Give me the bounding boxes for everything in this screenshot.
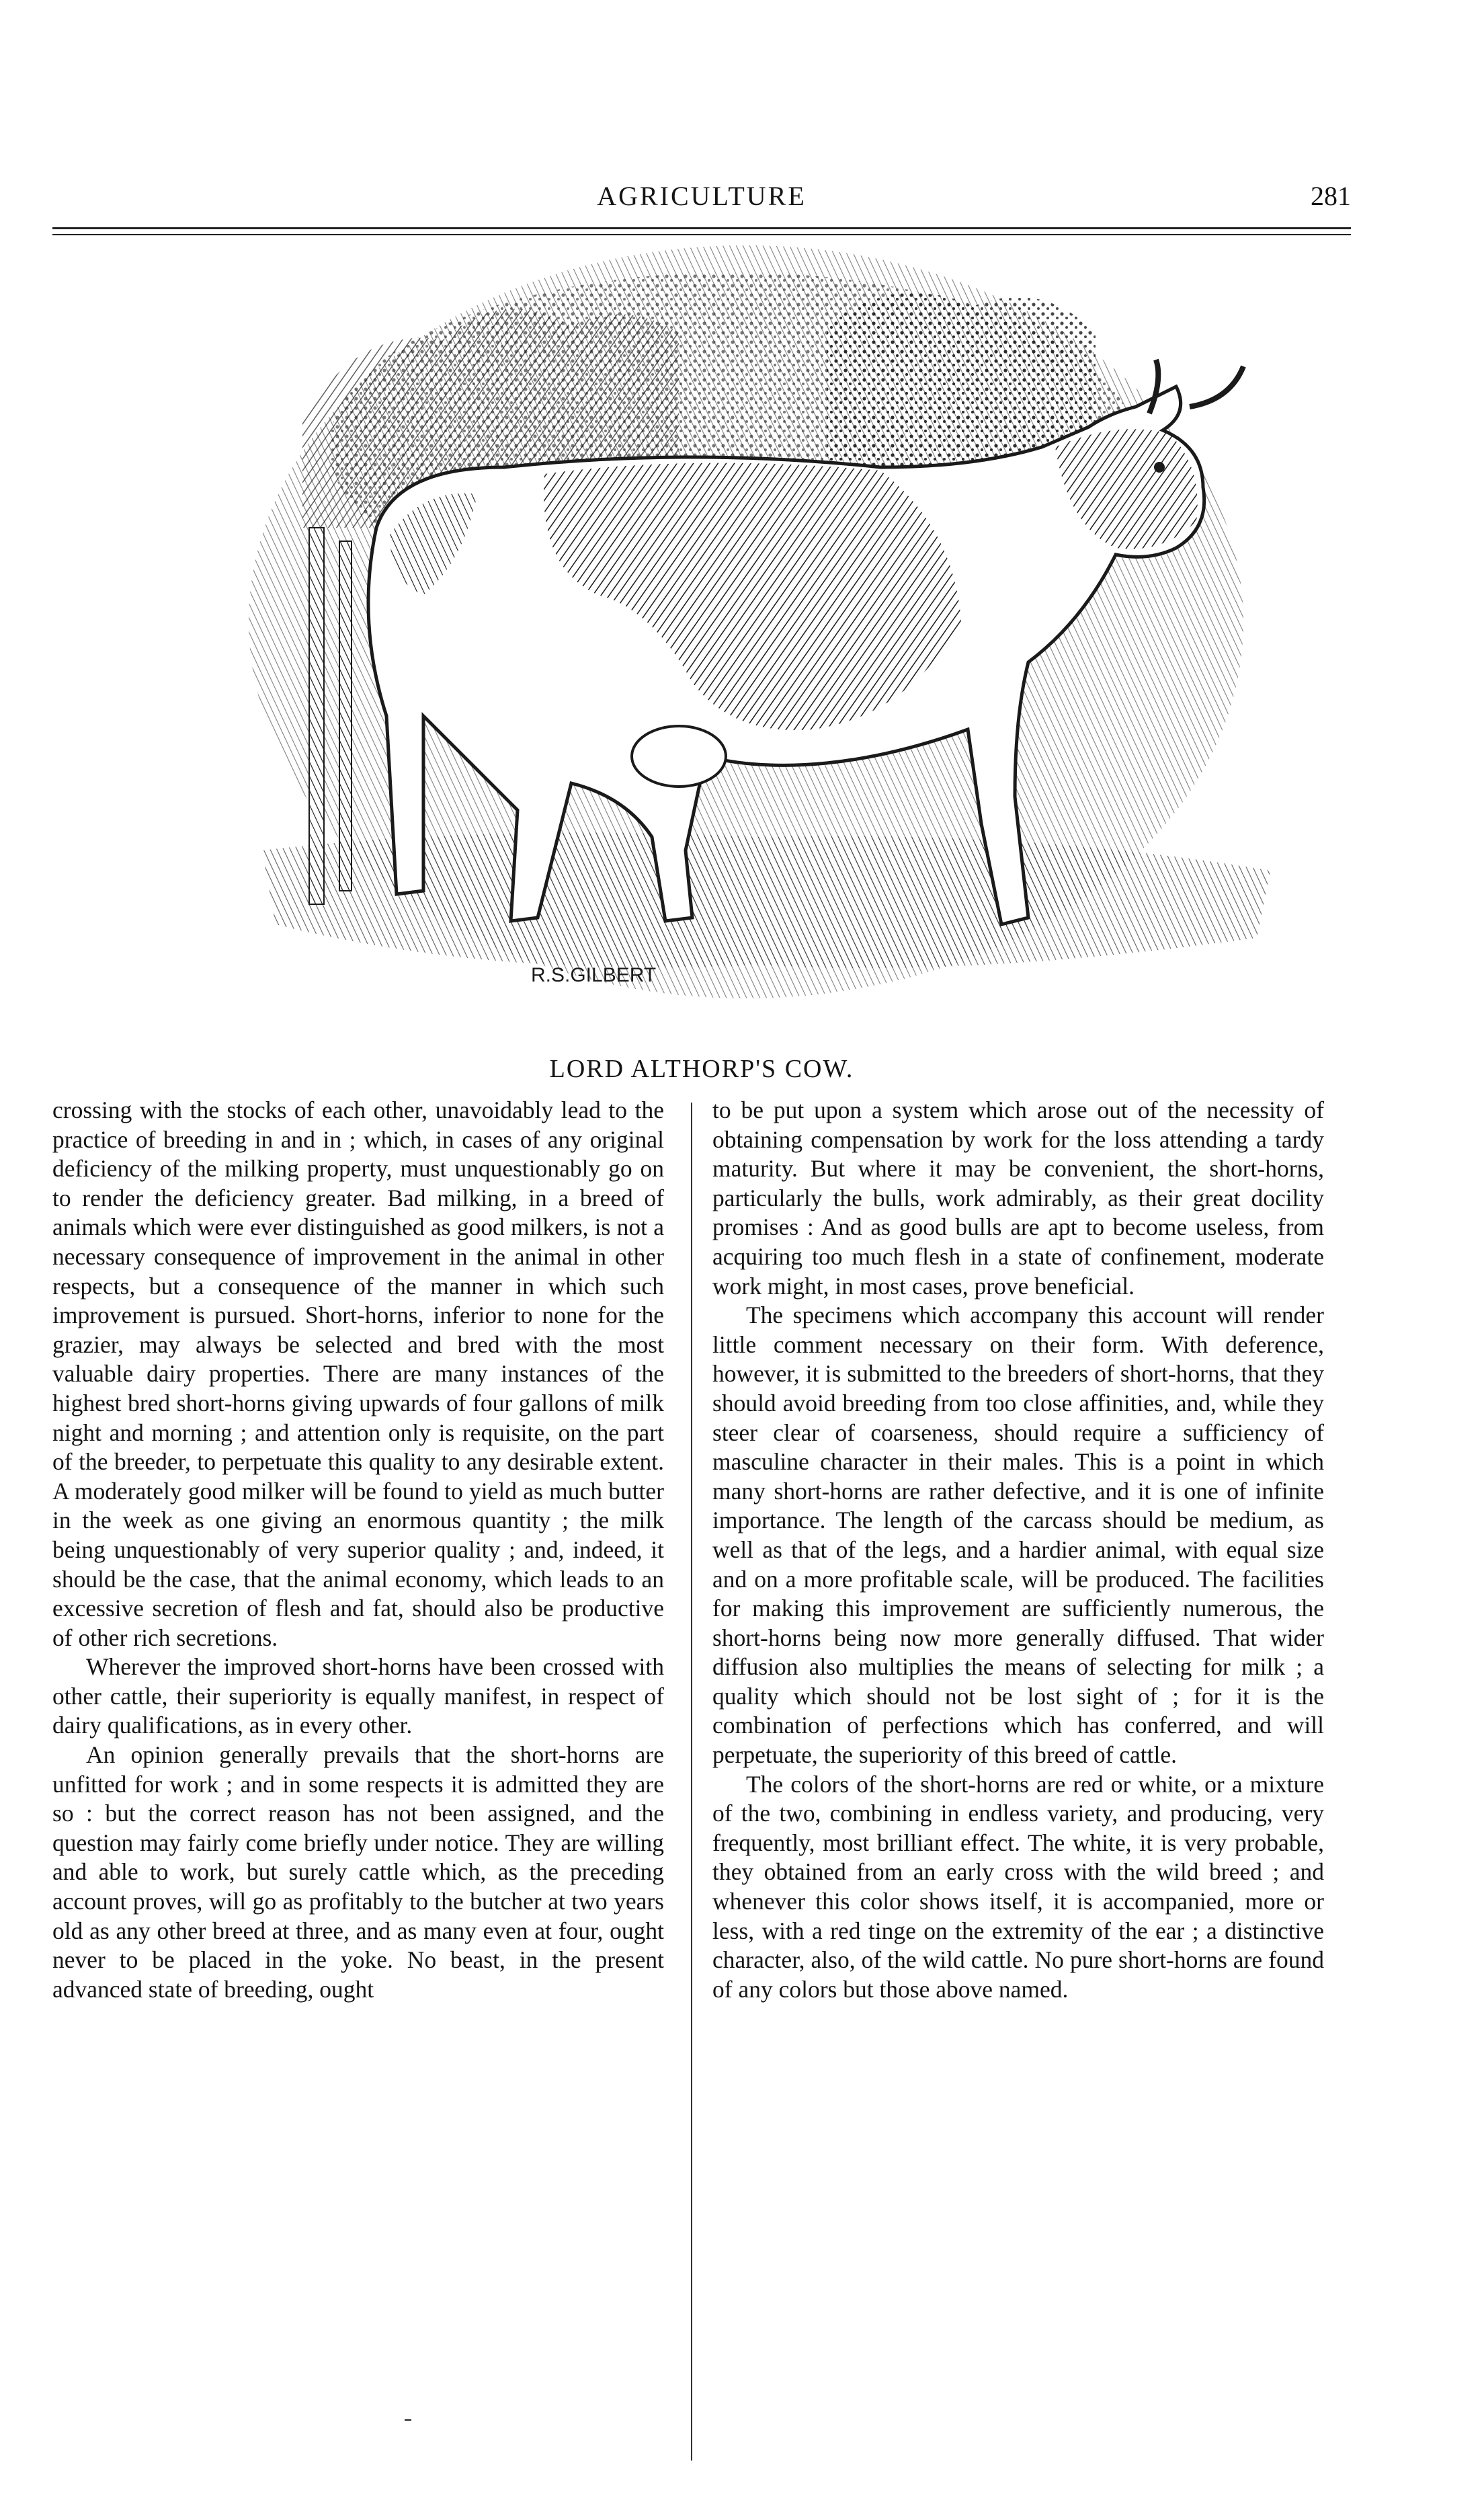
- left-paragraph-1: crossing with the stocks of each other, unavoidably lead to the practice of breeding in and in ; which, in cases of any original deficiency of the milking property, must unquestionably go on to render the deficiency greater. Bad milking, in a breed of animals which were ever distinguished as good milkers, is not a necessary consequence of improvement in the animal in other respects, but a consequence of the manner in which such improvement is pursued. Short-horns, inferior to none for the grazier, may always be selected and bred with the most valuable dairy properties. There are many instances of the highest bred short-horns giving upwards of four gallons of milk night and morning ; and attention only is requisite, on the part of the breeder, to perpetuate this quality to any desirable extent. A moderately good milker will be found to yield as much butter in the week as one giving an enormous quantity ; the milk being unquestionably of very superior quality ; and, indeed, it should be the case, that the animal economy, which leads to an excessive secretion of flesh and fat, should also be productive of other rich secretions.: [52, 1096, 664, 1651]
- left-paragraph-3: An opinion generally prevails that the short-horns are unfitted for work ; and in some respects it is admitted they are so : but the correct reason has not been assigned, and the question may fairly come briefly under notice. They are willing and able to work, but surely cattle which, as the preceding account proves, will go as profitably to the butcher at two years old as any other breed at three, and as many even at four, ought never to be placed in the yoke. No beast, in the present advanced state of breeding, ought: [52, 1741, 664, 2003]
- figure-caption: LORD ALTHORP'S COW.: [549, 1055, 854, 1083]
- column-divider: [691, 1103, 692, 2461]
- right-column: [712, 1096, 1324, 2004]
- engraver-signature: R.S.GILBERT: [531, 964, 657, 986]
- left-column: [52, 1096, 664, 2004]
- cow-engraving: [222, 245, 1297, 1035]
- header-rule: [52, 227, 1351, 229]
- running-title: AGRICULTURE: [597, 181, 807, 211]
- page-number: 281: [1311, 181, 1351, 211]
- print-mark: [405, 2419, 411, 2421]
- left-paragraph-2: Wherever the improved short-horns have been crossed with other cattle, their superiority is equally manifest, in respect of dairy qualifications, as in every other.: [52, 1653, 664, 1739]
- header-rule-thin: [52, 234, 1351, 235]
- right-paragraph-3: The colors of the short-horns are red or white, or a mixture of the two, combining in endless variety, and producing, very frequently, most brilliant effect. The white, it is very probable, they obtained from an early cross with the wild breed ; and whenever this color shows itself, it is accompanied, more or less, with a red tinge on the extremity of the ear ; a distinctive character, also, of the wild cattle. No pure short-horns are found of any colors but those above named.: [712, 1770, 1324, 2003]
- right-paragraph-2: The specimens which accompany this account will render little comment necessary on their form. With deference, however, it is submitted to the breeders of short-horns, that they should avoid breeding from too close affinities, and, while they steer clear of coarseness, should require a sufficiency of masculine character in their males. This is a point in which many short-horns are rather defective, and it is one of infinite importance. The length of the carcass should be medium, as well as that of the legs, and a hardier animal, with equal size and on a more profitable scale, will be produced. The facilities for making this improvement are sufficiently numerous, the short-horns being now more generally diffused. That wider diffusion also multiplies the means of selecting for milk ; a quality which should not be lost sight of ; for it is the combination of perfections which has conferred, and will perpetuate, the superiority of this breed of cattle.: [712, 1302, 1324, 1769]
- right-paragraph-1: to be put upon a system which arose out of the necessity of obtaining compensation by work for the loss attending a tardy maturity. But where it may be convenient, the short-horns, particularly the bulls, work admirably, as their great docility promises : And as good bulls are apt to become useless, from acquiring too much flesh in a state of confinement, moderate work might, in most cases, prove beneficial.: [712, 1096, 1324, 1300]
- running-head: [52, 180, 1351, 221]
